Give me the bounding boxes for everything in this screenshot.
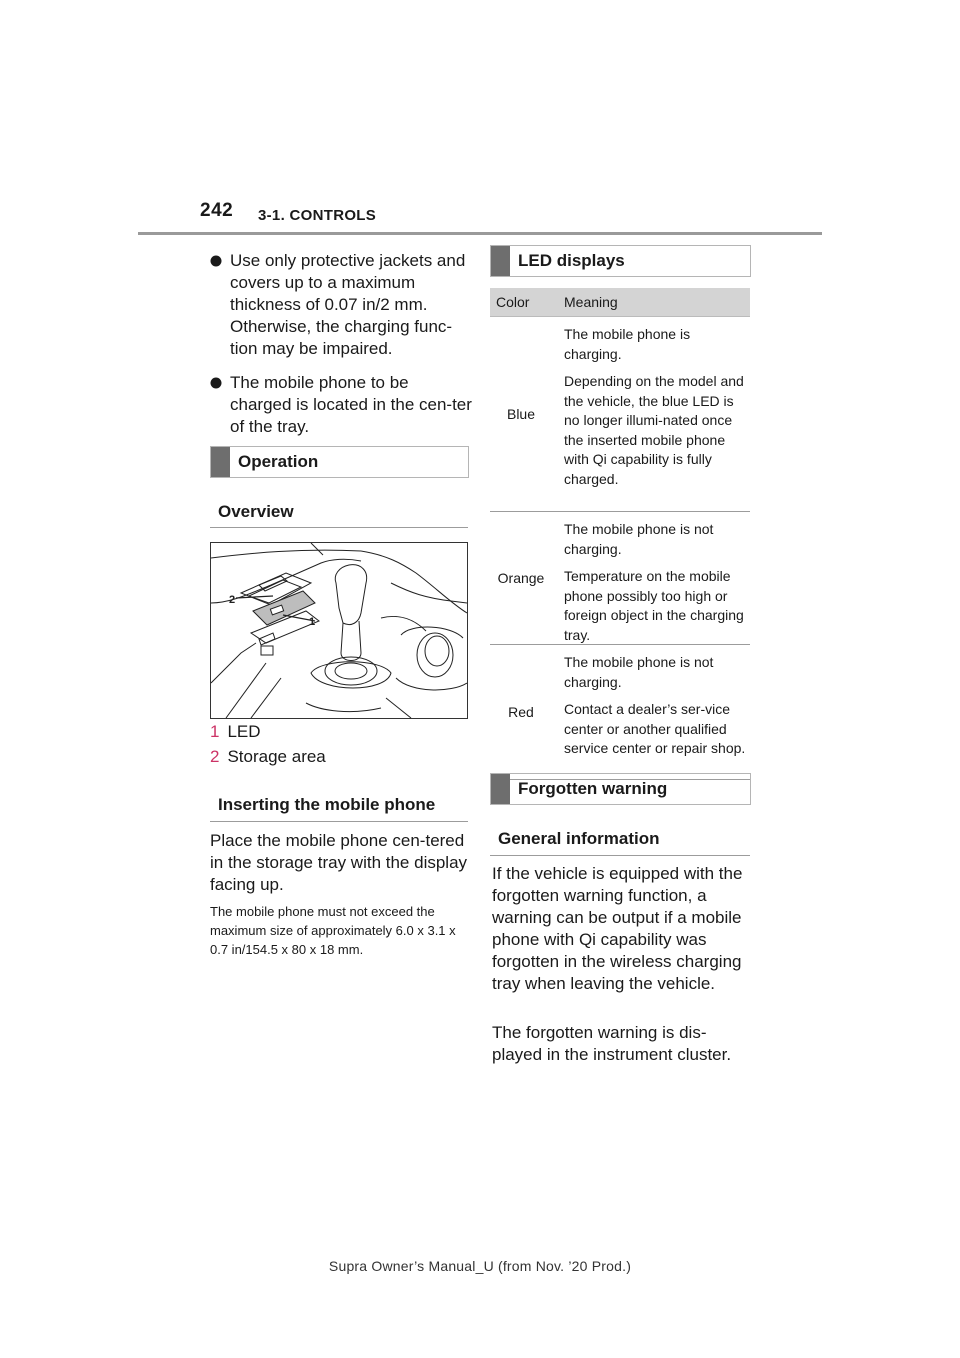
general-information-heading: General information xyxy=(498,829,660,848)
table-row xyxy=(490,512,750,645)
bullet-dot-icon xyxy=(210,250,230,360)
page-number: 242 xyxy=(200,200,234,221)
table-cell-meaning xyxy=(552,512,750,644)
bullet-text: The mobile phone to be charged is located in the cen-ter of the tray. xyxy=(230,373,472,436)
forgotten-warning-heading xyxy=(490,773,751,805)
meaning-line: The mobile phone is charging. xyxy=(564,326,691,362)
overview-heading: Overview xyxy=(218,502,294,521)
meaning-line: Depending on the model and the vehicle, the blue LED is no longer illumi-nated once the inserted mobile phone with Qi capability is fully charged. xyxy=(564,373,744,487)
meaning-line: The mobile phone is not charging. xyxy=(564,654,714,690)
led-table xyxy=(490,288,750,780)
bullet-text: Use only protective jackets and covers up to a maximum thickness of 0.07 in/2 mm. Otherwise, the charging func-tion may be impaired. xyxy=(230,251,466,358)
table-header-row xyxy=(490,288,750,317)
table-cell-color: Orange xyxy=(497,570,545,586)
operation-heading xyxy=(210,446,469,478)
table-cell-color: Blue xyxy=(506,406,536,422)
table-header-color: Color xyxy=(496,294,530,310)
charging-tray-illustration xyxy=(210,542,468,719)
center-console-drawing xyxy=(211,543,467,718)
heading-bar xyxy=(491,774,510,804)
table-row xyxy=(490,317,750,512)
legend-number: 1 xyxy=(210,722,220,741)
legend-item xyxy=(210,747,326,767)
general-information-divider xyxy=(490,855,750,856)
led-displays-heading-text: LED displays xyxy=(518,251,625,270)
table-cell-meaning xyxy=(552,645,750,779)
legend-text: LED xyxy=(227,722,261,741)
header-divider xyxy=(138,232,822,235)
legend-text: Storage area xyxy=(227,747,326,766)
operation-heading-text: Operation xyxy=(238,452,319,471)
heading-bar xyxy=(211,447,230,477)
legend-item xyxy=(210,722,261,742)
overview-divider xyxy=(210,527,468,528)
forgotten-paragraph-1: If the vehicle is equipped with the forgotten warning function, a warning can be output if a mobile phone with Qi capability was forgotten in the wireless charging tray when leaving the vehicle. xyxy=(492,864,743,993)
table-row xyxy=(490,645,750,780)
meaning-line: Temperature on the mobile phone possibly too high or foreign object in the charging tray. xyxy=(564,568,744,643)
heading-bar xyxy=(491,246,510,276)
inserting-heading: Inserting the mobile phone xyxy=(218,795,436,814)
inserting-divider xyxy=(210,821,468,822)
table-cell-meaning xyxy=(552,317,750,511)
meaning-line: The mobile phone is not charging. xyxy=(564,521,714,557)
bullet-item xyxy=(210,372,472,438)
inserting-paragraph: Place the mobile phone cen-tered in the storage tray with the display facing up. xyxy=(210,831,468,894)
legend-number: 2 xyxy=(210,747,220,766)
table-cell-color: Red xyxy=(508,704,534,720)
forgotten-warning-heading-text: Forgotten warning xyxy=(518,779,668,798)
bullet-dot-icon xyxy=(210,372,230,438)
figure-label-2: 2 xyxy=(229,594,236,606)
page-footer: Supra Owner’s Manual_U (from Nov. ’20 Prod.) xyxy=(328,1258,632,1274)
bullet-item xyxy=(210,250,472,360)
section-title: 3-1. CONTROLS xyxy=(258,207,377,224)
bullet-list xyxy=(210,250,472,450)
figure-label-1: 1 xyxy=(309,616,316,628)
table-header-meaning: Meaning xyxy=(564,294,618,310)
led-displays-heading xyxy=(490,245,751,277)
forgotten-paragraph-2: The forgotten warning is dis-played in the instrument cluster. xyxy=(492,1023,732,1064)
meaning-line: Contact a dealer’s ser-vice center or another qualified service center or repair shop. xyxy=(564,701,746,756)
inserting-note: The mobile phone must not exceed the maximum size of approximately 6.0 x 3.1 x 0.7 in/154.5 x 80 x 18 mm. xyxy=(210,904,456,957)
